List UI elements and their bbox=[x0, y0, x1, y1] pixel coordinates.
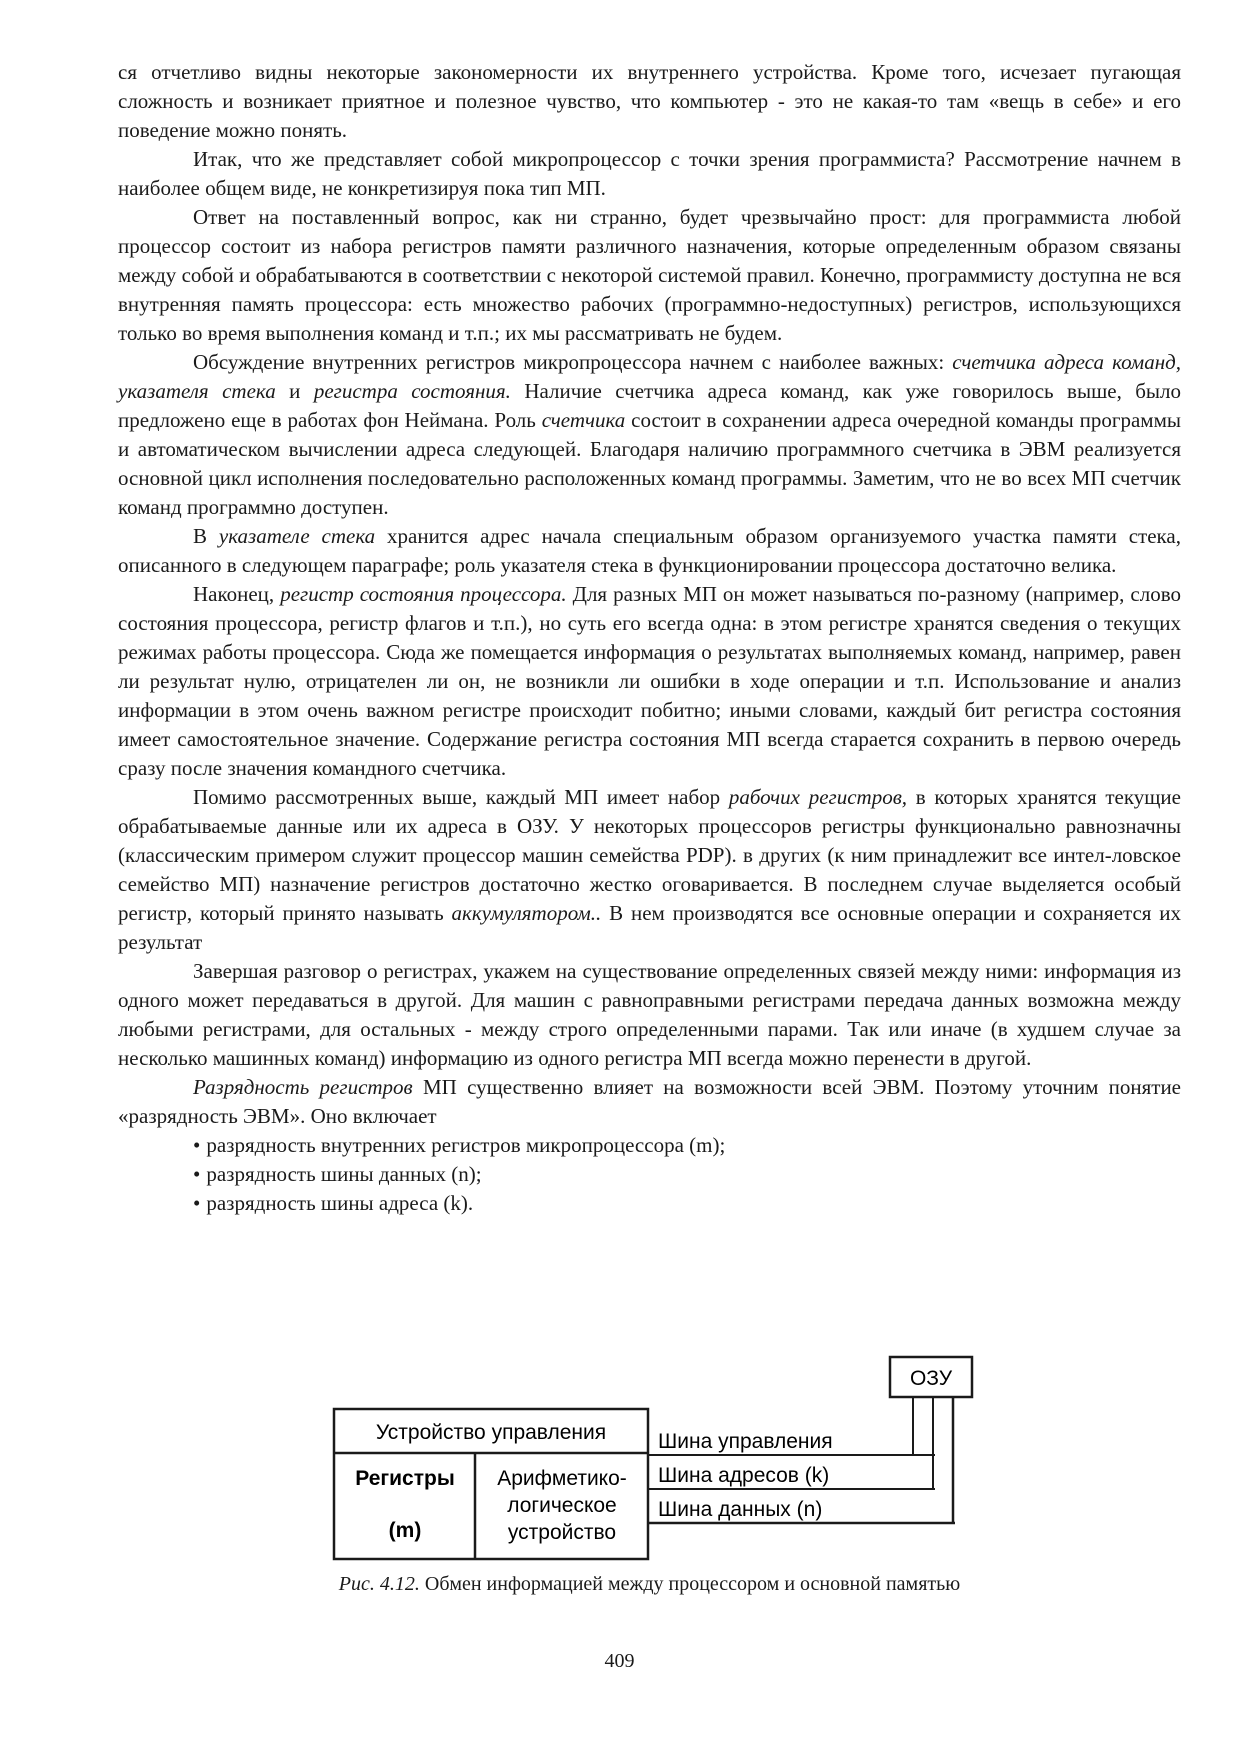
paragraph bbox=[118, 203, 1181, 348]
paragraph bbox=[118, 522, 1181, 580]
caption-text: Обмен информацией между процессором и основной памятью bbox=[419, 1573, 961, 1595]
text-run: МП существенно влияет на возможности всей ЭВМ. Поэтому уточним понятие «разрядность ЭВМ». Оно включает bbox=[118, 1075, 1182, 1128]
text-run: Итак, что же представляет собой микропроцессор с точки зрения программиста? Рассмотрение начнем в наиболее общем виде, не конкретизируя пока тип МП. bbox=[118, 147, 1181, 200]
emphasized-term: регистр состояния процессора. bbox=[280, 582, 567, 606]
text-run: ся отчетливо видны некоторые закономерности их внутреннего устройства. Кроме того, исчезает пугающая сложность и возникает приятное и полезное чувство, что компьютер - это не какая-то там «вещь в себе» и его поведение можно понять. bbox=[118, 60, 1181, 142]
text-run: Завершая разговор о регистрах, укажем на существование определенных связей между ними: информация из одного может передаваться в другой. Для машин с равноправными регистрами передача данных возможна между любыми регистрами, для остальных - между строго определенными парами. Так или иначе (в худшем случае за несколько машинных команд) информацию из одного регистра МП всегда можно перенести в другой. bbox=[118, 959, 1181, 1070]
paragraph bbox=[118, 58, 1181, 145]
text-run: Наличие счетчика адреса команд, как уже говорилось выше, было предложено еще в работах фон Неймана. Роль bbox=[118, 379, 1182, 432]
paragraph bbox=[118, 580, 1181, 783]
paragraph bbox=[118, 348, 1181, 522]
emphasized-term: регистра состояния. bbox=[313, 379, 511, 403]
paragraph bbox=[118, 1073, 1181, 1131]
bullet-item: • разрядность шины адреса (k). bbox=[193, 1189, 1181, 1218]
address-bus-label: Шина адресов (k) bbox=[658, 1464, 830, 1487]
paragraph-list bbox=[118, 58, 1181, 1131]
bullet-item: • разрядность внутренних регистров микропроцессора (m); bbox=[193, 1131, 1181, 1160]
alu-line-2: логическое bbox=[507, 1494, 617, 1517]
text-run: Помимо рассмотренных выше, каждый МП имеет набор bbox=[193, 785, 729, 809]
text-run: в которых хранятся текущие обрабатываемые данные или их адреса в ОЗУ. У некоторых процессоров регистры функционально равнозначны (классическим примером служит процессор машин семейства PDP). в других (к ним принадлежит все интел-ловское семейство МП) назначение регистров достаточно жестко оговаривается. В последнем случае выделяется особый регистр, который принято называть bbox=[118, 785, 1181, 925]
text-run: состоит в сохранении адреса очередной команды программы и автоматическом вычислении адреса следующей. Благодаря наличию программного счетчика в ЭВМ реализуется основной цикл исполнения последовательно расположенных команд программы. Заметим, что не во всех МП счетчик команд программно доступен. bbox=[118, 408, 1181, 519]
paragraph bbox=[118, 957, 1181, 1073]
text-run: Для разных МП он может называться по-разному (например, слово состояния процессора, регистр флагов и т.п.), но суть его всегда одна: в этом регистре хранятся сведения о текущих режимах работы процессора. Сюда же помещается информация о результатах выполняемых команд, например, равен ли результат нулю, отрицателен ли он, не возникли ли ошибки в ходе операции и т.п. Использование и анализ информации в этом очень важном регистре происходит побитно; иными словами, каждый бит регистра состояния имеет самостоятельное значение. Содержание регистра состояния МП всегда старается сохранить в первою очередь сразу после значения командного счетчика. bbox=[118, 582, 1181, 780]
text-run: В нем производятся все основные операции и сохраняется их результат bbox=[118, 901, 1181, 954]
text-run: В bbox=[193, 524, 219, 548]
text-run: Наконец, bbox=[193, 582, 281, 606]
emphasized-term: счетчика bbox=[541, 408, 626, 432]
control-unit-label: Устройство управления bbox=[375, 1421, 607, 1444]
text-run: Обсуждение внутренних регистров микропроцессора начнем с наиболее важных: bbox=[193, 350, 953, 374]
emphasized-term: указателе стека bbox=[218, 524, 376, 548]
figure-caption bbox=[118, 1573, 1181, 1596]
emphasized-term: аккумулятором.. bbox=[451, 901, 602, 925]
paragraph bbox=[118, 145, 1181, 203]
data-bus-label: Шина данных (n) bbox=[658, 1498, 823, 1521]
figure-diagram bbox=[320, 1355, 1000, 1565]
alu-line-1: Арифметико- bbox=[497, 1467, 627, 1490]
caption-label: Рис. 4.12. bbox=[338, 1573, 420, 1595]
text-run: и bbox=[275, 379, 314, 403]
bullet-item: • разрядность шины данных (n); bbox=[193, 1160, 1181, 1189]
body-text bbox=[118, 58, 1181, 1218]
control-bus-label: Шина управления bbox=[658, 1430, 833, 1453]
alu-line-3: устройство bbox=[507, 1521, 617, 1544]
ram-label: ОЗУ bbox=[909, 1367, 953, 1390]
emphasized-term: рабочих регистров, bbox=[728, 785, 908, 809]
bullet-list bbox=[118, 1131, 1181, 1218]
text-run: хранится адрес начала специальным образом организуемого участка памяти стека, описанного в следующем параграфе; роль указателя стека в функционировании процессора достаточно велика. bbox=[118, 524, 1181, 577]
emphasized-term: счетчика адреса команд, указателя стека bbox=[118, 350, 1181, 403]
text-run: Ответ на поставленный вопрос, как ни странно, будет чрезвычайно прост: для программиста любой процессор состоит из набора регистров памяти различного назначения, которые определенным образом связаны между собой и обрабатываются в соответствии с некоторой системой правил. Конечно, программисту доступна не вся внутренняя память процессора: есть множество рабочих (программно-недоступных) регистров, использующихся только во время выполнения команд и т.п.; их мы рассматривать не будем. bbox=[118, 205, 1181, 345]
registers-sub: (m) bbox=[388, 1519, 422, 1542]
emphasized-term: Разрядность регистров bbox=[193, 1075, 413, 1099]
paragraph bbox=[118, 783, 1181, 957]
registers-label: Регистры bbox=[355, 1467, 455, 1490]
page-number: 409 bbox=[604, 1650, 635, 1672]
